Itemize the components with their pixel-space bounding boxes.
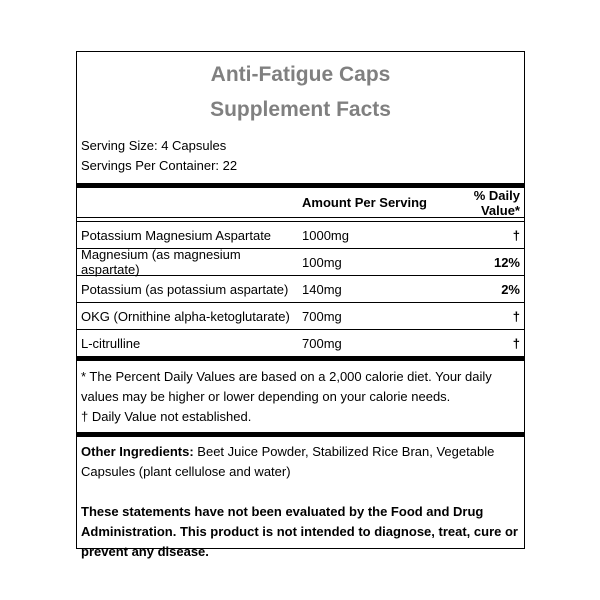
serving-size: Serving Size: 4 Capsules (81, 138, 227, 153)
fda-disclaimer: These statements have not been evaluated by the Food and Drug Administration. This product is not intended to diagnose, treat, cure or prevent any disease. (81, 504, 518, 559)
ingredient-daily-value: † (512, 335, 520, 351)
table-row (77, 329, 524, 356)
ingredient-daily-value: † (512, 227, 520, 243)
ingredient-amount: 700mg (302, 335, 342, 351)
supplement-facts-panel (76, 51, 525, 559)
table-row (77, 302, 524, 329)
footnotes (77, 361, 524, 432)
footnote-dagger: † Daily Value not established. (81, 409, 252, 424)
panel-heading: Supplement Facts (210, 98, 391, 121)
ingredient-name: L-citrulline (81, 335, 141, 351)
table-row (77, 275, 524, 302)
table-header (77, 188, 524, 218)
ingredient-amount: 100mg (302, 254, 342, 270)
ingredient-daily-value: † (512, 308, 520, 324)
ingredient-name: OKG (Ornithine alpha-ketoglutarate) (81, 308, 290, 324)
other-ingredients-label: Other Ingredients: (81, 444, 194, 459)
ingredient-name: Magnesium (as magnesium aspartate) (81, 247, 241, 277)
header-amount: Amount Per Serving (302, 195, 427, 210)
table-row (77, 221, 524, 248)
ingredient-daily-value: 12% (493, 254, 520, 270)
product-name: Anti-Fatigue Caps (210, 63, 391, 86)
other-ingredients-text: Beet Juice Powder, Stabilized Rice Bran, Vegetable Capsules (plant cellulose and water) (81, 444, 495, 479)
ingredient-name: Potassium Magnesium Aspartate (81, 227, 272, 243)
header-daily-value: % Daily Value* (473, 187, 520, 218)
ingredient-amount: 140mg (302, 281, 342, 297)
servings-per-container: Servings Per Container: 22 (81, 158, 238, 173)
ingredient-name: Potassium (as potassium aspartate) (81, 281, 289, 297)
ingredient-amount: 700mg (302, 308, 342, 324)
ingredient-amount: 1000mg (302, 227, 349, 243)
ingredient-daily-value: 2% (501, 281, 520, 297)
table-row (77, 248, 524, 275)
other-ingredients (77, 437, 524, 482)
footnote-percent-daily-value: * The Percent Daily Values are based on a 2,000 calorie diet. Your daily values may be higher or lower depending on your calorie needs. (81, 369, 492, 404)
